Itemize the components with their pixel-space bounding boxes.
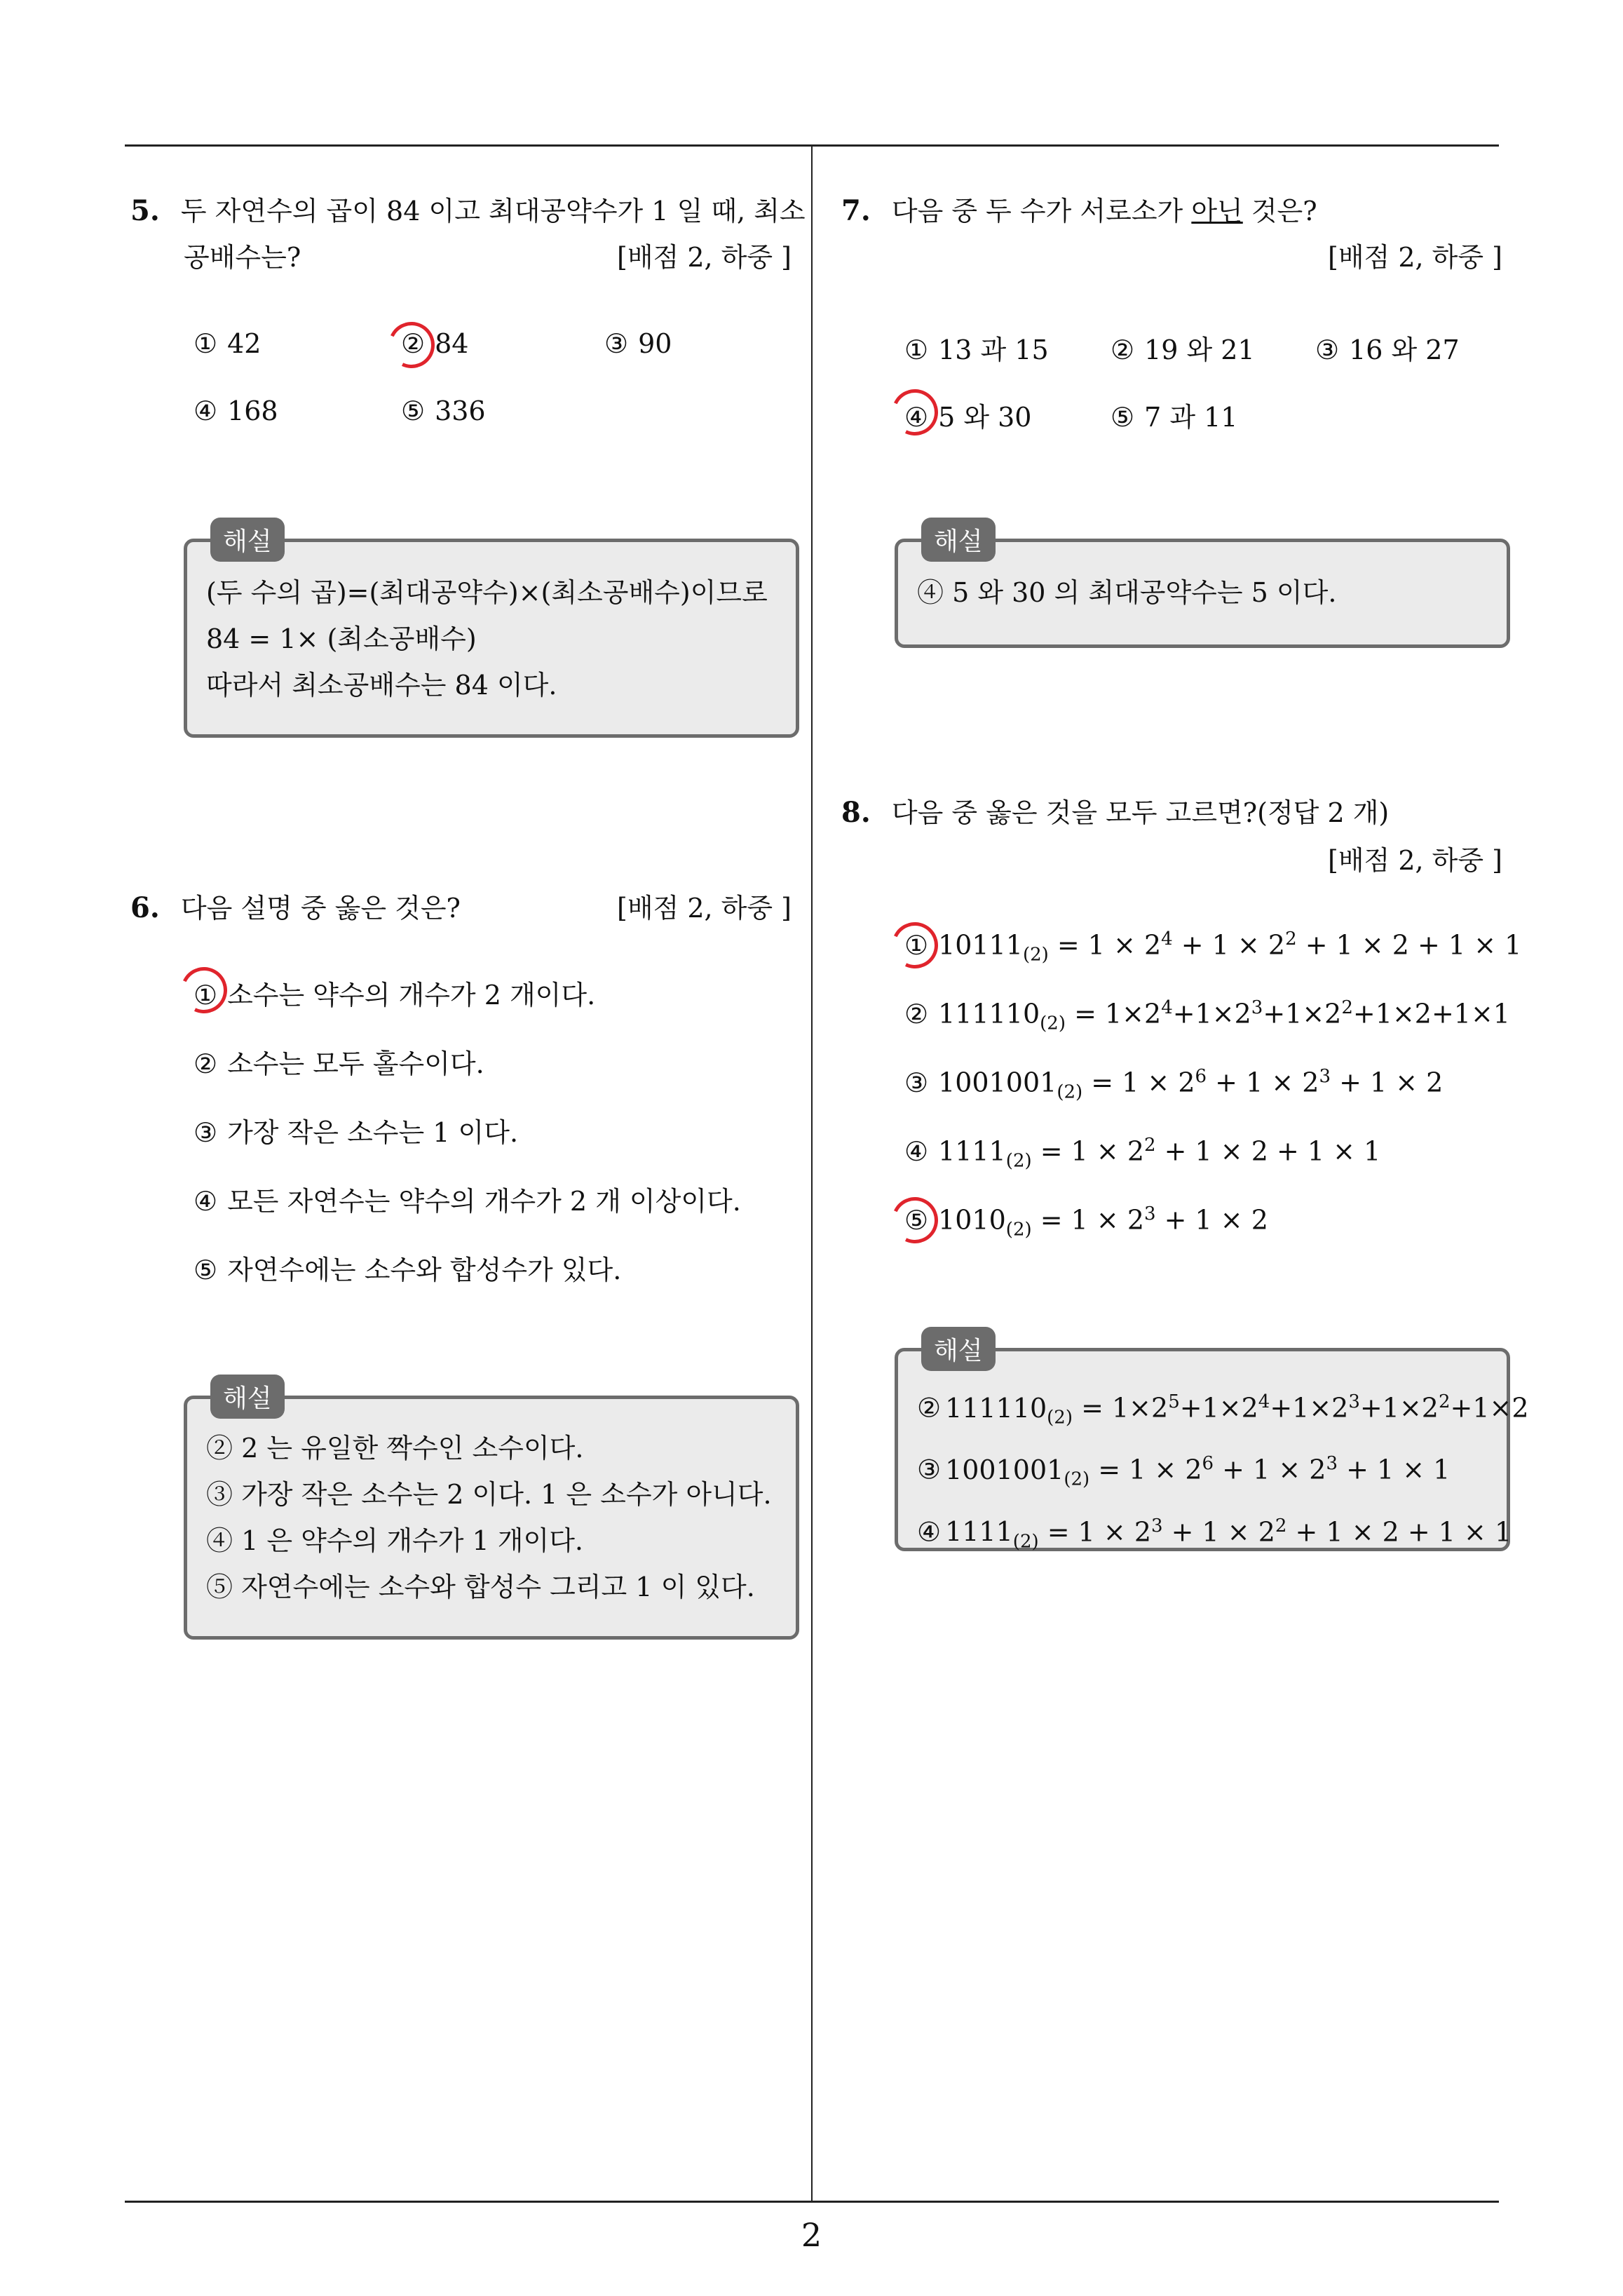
q5-option-5[interactable]: ⑤ 336 bbox=[401, 396, 486, 426]
q5-option-1[interactable]: ① 42 bbox=[193, 328, 262, 359]
q7-option-2[interactable]: ② 19 와 21 bbox=[1111, 335, 1255, 365]
q8-option-4[interactable]: ④ $1111_{(2)} = 1 \times 2^2 + 1 \times 2 + 1 \times 1$ bbox=[904, 1135, 1381, 1172]
q8-option-3[interactable]: ③ $1001001_{(2)} = 1 \times 2^6 + 1 \times 2^3 + 1 \times 2$ bbox=[904, 1066, 1444, 1103]
q8-solution-line: ④ $1111_{(2)} = 1 \times 2^3 + 1 \times 2^2 + 1 \times 2 + 1 \times 1$ bbox=[917, 1515, 1512, 1552]
q6-option-5[interactable]: ⑤ 자연수에는 소수와 합성수가 있다. bbox=[193, 1255, 622, 1285]
answer-mark-circle bbox=[885, 916, 945, 975]
q5-option-4[interactable]: ④ 168 bbox=[193, 396, 278, 426]
question-number: 6. bbox=[130, 891, 160, 924]
question-number: 7. bbox=[841, 194, 871, 227]
q6-option-4[interactable]: ④ 모든 자연수는 약수의 개수가 2 개 이상이다. bbox=[193, 1186, 741, 1217]
q6-option-1[interactable]: ① 소수는 약수의 개수가 2 개이다. bbox=[193, 980, 596, 1011]
question-5 bbox=[130, 189, 806, 228]
solution-tab: 해설 bbox=[921, 518, 996, 562]
column-divider bbox=[811, 144, 813, 2203]
q8-option-2[interactable]: ② $111110_{(2)} = 1\times 2^4+1\times 2^3+1\times 2^2+1\times 2+1\times 1$ bbox=[904, 997, 1510, 1034]
score-label: [배점 2, 하중 ] bbox=[1328, 845, 1502, 876]
q5-solution-text: (두 수의 곱)=(최대공약수)×(최소공배수)이므로 84 = 1× (최소공배수) 따라서 최소공배수는 84 이다. bbox=[206, 577, 768, 701]
q7-option-5[interactable]: ⑤ 7 과 11 bbox=[1111, 402, 1238, 433]
q6-option-3[interactable]: ③ 가장 작은 소수는 1 이다. bbox=[193, 1117, 519, 1148]
question-5-line2: 공배수는? bbox=[184, 242, 301, 273]
question-6 bbox=[130, 886, 461, 925]
question-number: 8. bbox=[841, 796, 871, 829]
question-6-text: 다음 설명 중 옳은 것은? bbox=[180, 893, 461, 924]
score-label: [배점 2, 하중 ] bbox=[617, 893, 792, 924]
answer-mark-circle bbox=[382, 316, 442, 375]
q8-solution-line: ② $111110_{(2)} = 1\times 2^5+1\times 2^4+1\times 2^3+1\times 2^2+1\times 2$ bbox=[917, 1391, 1529, 1429]
q5-option-2[interactable]: ② 84 bbox=[401, 328, 469, 359]
score-label: [배점 2, 하중 ] bbox=[1328, 242, 1502, 273]
question-5-line1 bbox=[130, 189, 806, 228]
score-label: [배점 2, 하중 ] bbox=[617, 242, 792, 273]
q6-solution-text: ② 2 는 유일한 짝수인 소수이다. ③ 가장 작은 소수는 2 이다. 1 은 소수가 아니다. ④ 1 은 약수의 개수가 1 개이다. ⑤ 자연수에는 소수와 합성수 그리고 1 이 있다. bbox=[206, 1433, 772, 1602]
q7-option-3[interactable]: ③ 16 와 27 bbox=[1315, 335, 1460, 365]
answer-mark-circle bbox=[885, 1191, 945, 1250]
solution-tab: 해설 bbox=[921, 1327, 996, 1371]
question-8-text: 다음 중 옳은 것을 모두 고르면?(정답 2 개) bbox=[891, 797, 1390, 828]
q5-option-3[interactable]: ③ 90 bbox=[604, 328, 672, 359]
q8-solution-text bbox=[917, 1379, 1529, 1565]
q7-solution-text: ④ 5 와 30 의 최대공약수는 5 이다. bbox=[917, 577, 1337, 608]
q6-option-2[interactable]: ② 소수는 모두 홀수이다. bbox=[193, 1048, 484, 1079]
q7-option-1[interactable]: ① 13 과 15 bbox=[904, 335, 1049, 365]
question-number: 5. bbox=[130, 194, 160, 227]
q8-option-5[interactable]: ⑤ $1010_{(2)} = 1 \times 2^3 + 1 \times 2$ bbox=[904, 1203, 1268, 1241]
solution-tab: 해설 bbox=[210, 518, 285, 562]
question-8 bbox=[841, 791, 1389, 830]
solution-tab: 해설 bbox=[210, 1375, 285, 1419]
emphasis-underline: 아닌 bbox=[1191, 196, 1243, 227]
question-5-text: 두 자연수의 곱이 84 이고 최대공약수가 1 일 때, 최소 bbox=[180, 196, 806, 227]
question-7-text: 다음 중 두 수가 서로소가 아닌 것은? bbox=[891, 196, 1317, 227]
q8-option-1[interactable]: ① $10111_{(2)} = 1 \times 2^4 + 1 \times 2^2 + 1 \times 2 + 1 \times 1$ bbox=[904, 928, 1522, 966]
page-number: 2 bbox=[801, 2216, 822, 2254]
q8-solution-line: ③ $1001001_{(2)} = 1 \times 2^6 + 1 \times 2^3 + 1 \times 1$ bbox=[917, 1453, 1451, 1490]
question-7 bbox=[841, 189, 1317, 228]
q7-option-4[interactable]: ④ 5 와 30 bbox=[904, 402, 1032, 433]
